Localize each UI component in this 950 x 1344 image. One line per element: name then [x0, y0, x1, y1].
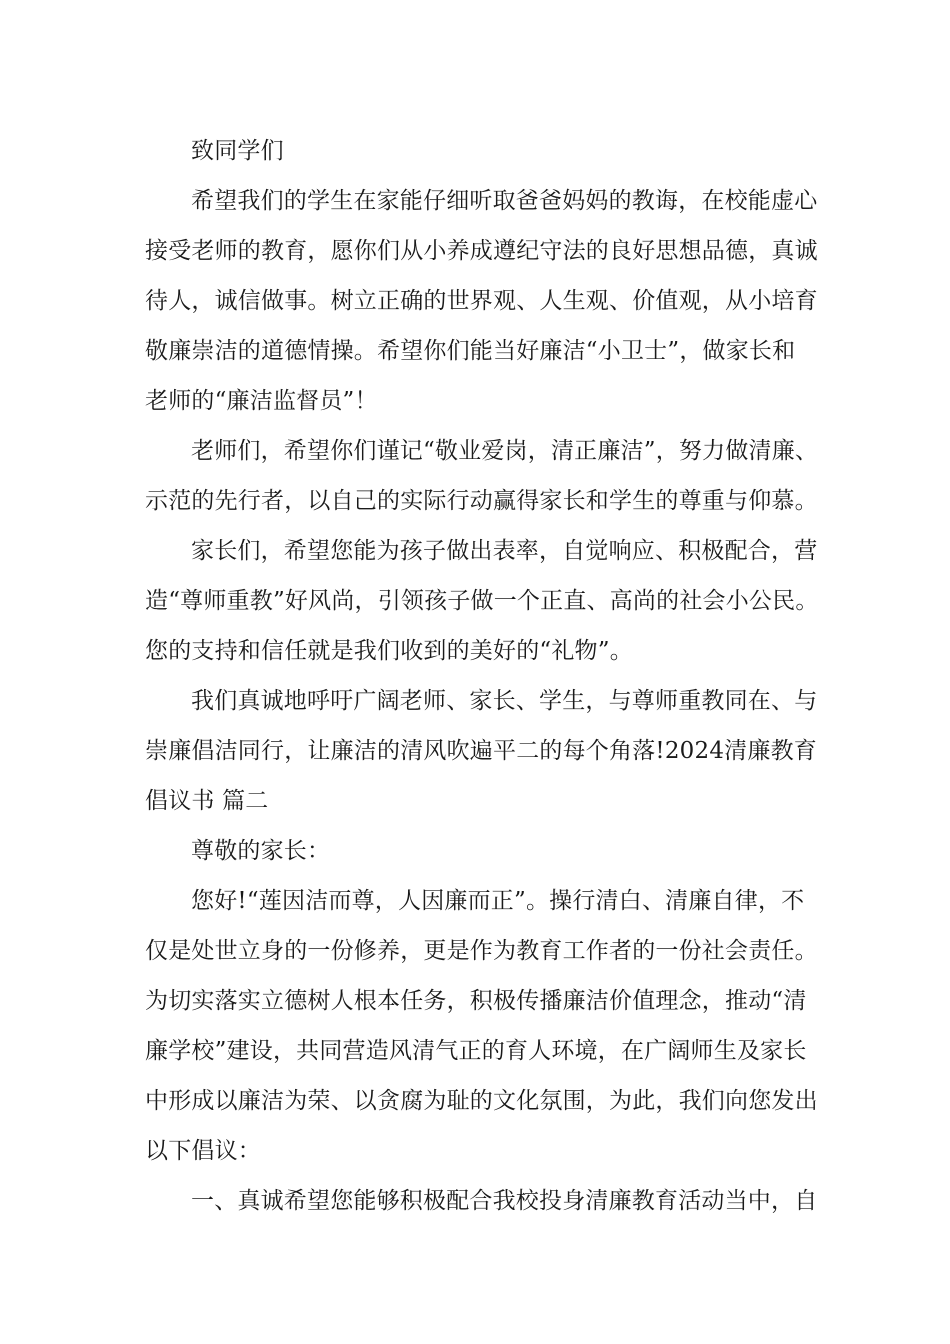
paragraph-line: 您的支持和信任就是我们收到的美好的“礼物”。 — [145, 638, 633, 664]
paragraph-line: 以下倡议： — [145, 1138, 261, 1164]
paragraph-line: 希望我们的学生在家能仔细听取爸爸妈妈的教诲，在校能虚心 — [191, 188, 818, 214]
paragraph-line: 造“尊师重教”好风尚，引领孩子做一个正直、高尚的社会小公民。 — [145, 588, 819, 614]
paragraph-line: 中形成以廉洁为荣、以贪腐为耻的文化氛围，为此，我们向您发出 — [145, 1088, 818, 1114]
paragraph-line: 待人，诚信做事。树立正确的世界观、人生观、价值观，从小培育 — [145, 288, 818, 314]
paragraph-line: 家长们，希望您能为孩子做出表率，自觉响应、积极配合，营 — [191, 538, 818, 564]
salutation-students: 致同学们 — [191, 138, 284, 164]
paragraph-line: 我们真诚地呼吁广阔老师、家长、学生，与尊师重教同在、与 — [191, 688, 818, 714]
paragraph-line: 老师的“廉洁监督员”！ — [145, 388, 378, 414]
paragraph-line: 仅是处世立身的一份修养，更是作为教育工作者的一份社会责任。 — [145, 938, 818, 964]
salutation-parents: 尊敬的家长： — [191, 838, 331, 864]
paragraph-line: 一、真诚希望您能够积极配合我校投身清廉教育活动当中，自 — [191, 1188, 818, 1214]
paragraph-line: 敬廉崇洁的道德情操。希望你们能当好廉洁“小卫士”，做家长和 — [145, 338, 796, 364]
paragraph-line: 您好!“莲因洁而尊，人因廉而正”。操行清白、清廉自律，不 — [191, 888, 805, 914]
paragraph-line: 接受老师的教育，愿你们从小养成遵纪守法的良好思想品德，真诚 — [145, 238, 818, 264]
section-title: 倡议书 篇二 — [145, 788, 269, 814]
paragraph-line: 为切实落实立德树人根本任务，积极传播廉洁价值理念，推动“清 — [145, 988, 807, 1014]
paragraph-line: 廉学校”建设，共同营造风清气正的育人环境，在广阔师生及家长 — [145, 1038, 807, 1064]
paragraph-line: 示范的先行者，以自己的实际行动赢得家长和学生的尊重与仰慕。 — [145, 488, 818, 514]
paragraph-line: 老师们，希望你们谨记“敬业爱岗，清正廉洁”，努力做清廉、 — [191, 438, 819, 464]
paragraph-line: 崇廉倡洁同行，让廉洁的清风吹遍平二的每个角落!2024清廉教育 — [145, 738, 817, 764]
